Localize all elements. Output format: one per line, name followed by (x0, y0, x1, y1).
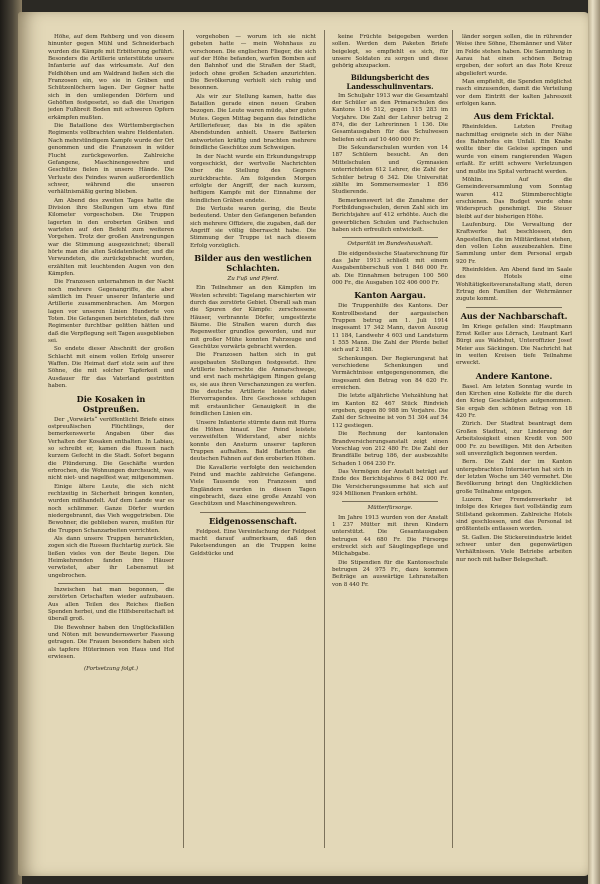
paragraph: Schenkungen. Der Regierungsrat hat verschiedene Schenkungen und Vermächtnisse entgegengenommen, die insgesamt den Betrag von 84 620 Fr. erreichen. (332, 355, 448, 392)
subheading: Mütterfürsorge. (367, 505, 413, 512)
paragraph: Im Schuljahr 1913 war die Gesamtzahl der Schüler an den Primarschulen des Kantons 116 512, gegen 115 283 im Vorjahre. Die Zahl der Lehrer betrug 2 874, die der Lehrerinnen 1 136. Die Gesamtausgaben für das Schulwesen beliefen sich auf 10 460 000 Fr. (332, 92, 448, 143)
paragraph: Die Rechnung der kantonalen Brandversicherungsanstalt zeigt einen Vorschlag von 212 480 Fr. Die Zahl der Brandfälle betrug 186, der ausbezahlte Schaden 1 064 230 Fr. (332, 431, 448, 467)
subheading: Ostparität im Bundeshaushalt. (347, 241, 433, 248)
paragraph: Zürich. Der Stadtrat beantragt dem Großen Stadtrat, zur Linderung der Arbeitslosigkeit einen Kredit von 500 000 Fr. zu bewilligen. Mit den Arbeiten soll unverzüglich begonnen werden. (456, 421, 572, 457)
paragraph: Die eidgenössische Staatsrechnung für das Jahr 1913 schließt mit einem Ausgabenüberschuß von 1 846 000 Fr. ab. Die Einnahmen betrugen 100 560 000 Fr., die Ausgaben 102 406 000 Fr. (332, 250, 448, 286)
paragraph: Basel. Am letzten Sonntag wurde in den Kirchen eine Kollekte für die durch den Krieg Geschädigten aufgenommen. Sie ergab den schönen Betrag von 18 420 Fr. (456, 383, 572, 420)
paragraph: St. Gallen. Die Stickereiindustrie leidet schwer unter den gegenwärtigen Verhältnissen. Viele Betriebe arbeiten nur noch mit halber Belegschaft. (456, 534, 572, 563)
paragraph: Höhe, auf dem Rehberg und von diesem hinunter gegen Mühl und Schneiderbach wurden die Kämpfe mit Erbitterung geführt. Besonders die Artillerie unterstützte unsere Infanterie auf das wirksamste. Auf den Feldhöhen und am Waldrand ließen sich die Franzosen ein, wo sie in Gräben und Schützenlöchern lagen. Der Gegner hatte sich in den umliegenden Dörfern und Gehöften festgesetzt, so daß die Unsrigen jeden Fußbreit Boden mit schweren Opfern erkämpfen mußten. (48, 34, 174, 121)
column-rule (452, 30, 453, 848)
section-divider (466, 307, 562, 308)
paragraph: Die Verluste waren gering, die Beute bedeutend. Unter den Gefangenen befanden sich mehrere Offiziere, die zugaben, daß der Angriff sie völlig überrascht habe. Die Stimmung der Truppe ist nach diesem Erfolg vorzüglich. (190, 205, 316, 249)
paragraph: Unsere Infanterie stürmte dann mit Hurra die Höhen hinauf. Der Feind leistete verzweifelten Widerstand, aber nichts konnte den Ansturm unserer tapferen Truppen aufhalten. Bald flatterten die deutschen Fahnen auf den eroberten Höhen. (190, 419, 316, 463)
paragraph: Bemerkenswert ist die Zunahme der Fortbildungsschulen, deren Zahl sich im Berichtsjahre auf 412 erhöhte. Auch die gewerblichen Schulen und Fachschulen haben sich erfreulich entwickelt. (332, 197, 448, 233)
column-rule (183, 30, 184, 848)
section-heading: Aus dem Fricktal. (473, 111, 555, 122)
section-heading: Die Kosaken in Ostpreußen. (76, 393, 146, 414)
paragraph: Einige ältere Leute, die sich nicht rechtzeitig in Sicherheit bringen konnten, wurden mißhandelt. Auf dem Lande war es noch schlimmer. Ganze Dörfer wurden niedergebrannt, das Vieh weggetrieben. Die Bewohner, die geblieben waren, mußten für die Truppen Schanzarbeiten verrichten. (48, 483, 174, 534)
paragraph: Die Franzosen hatten sich in gut ausgebauten Stellungen festgesetzt. Ihre Artillerie beherrschte die Anmarschwege, und erst nach mehrtägigem Ringen gelang es, sie aus ihren Verschanzungen zu werfen. Die deutsche Artillerie leistete dabei Hervorragendes. Ihre Geschosse schlugen mit erstaunlicher Genauigkeit in die feindlichen Linien ein. (190, 352, 316, 418)
column-rule (324, 30, 325, 848)
paragraph: keine Früchte beigegeben werden sollen. Werden dem Paketen Briefe beigelegt, so empfiehlt es sich, für unsere Soldaten zu sorgen und diese gehörig abzupacken. (332, 34, 448, 70)
paragraph: Feldpost. Eine Vereinfachung der Feldpost macht darauf aufmerksam, daß den Paketsendungen an die Truppen keine Geldstücke und (190, 528, 316, 557)
paragraph: Die Bewohner haben den Unglücksfällen und Nöten mit bewundernswerter Fassung getragen. Die Frauen besonders haben sich als tapfere Hüterinnen von Haus und Hof erwiesen. (48, 624, 174, 661)
paragraph: vorgehoben — worum ich sie nicht gebeten hatte — mein Wohnhaus zu verschonen. Die englischen Flieger, die sich auf der Höhe befanden, warfen Bomben auf den Bahnhof und die Straßen der Stadt, jedoch ohne großen Schaden anzurichten. Die Bevölkerung verhielt sich ruhig und besonnen. (190, 34, 316, 92)
article-column-2 (190, 34, 316, 848)
paragraph: Inzwischen hat man begonnen, die zerstörten Ortschaften wieder aufzubauen. Aus allen Teilen des Reiches fließen Spenden herbei, und die Hilfsbereitschaft ist überall groß. (48, 587, 174, 623)
paragraph: Als wir zur Stellung kamen, hatte das Bataillon gerade einen neuen Graben bezogen. Die Leute waren müde, aber guten Mutes. Gegen Mittag begann das feindliche Artilleriefeuer, das bis in die späten Abendstunden anhielt. Unsere Batterien antworteten kräftig und brachten mehrere feindliche Geschütze zum Schweigen. (190, 93, 316, 152)
paragraph: Möhlin. Auf die Gemeindeversammlung vom Sonntag waren 412 Stimmberechtigte erschienen. Das Budget wurde ohne Widerspruch genehmigt. Die Steuer bleibt auf der bisherigen Höhe. (456, 176, 572, 220)
section-divider (342, 501, 438, 502)
article-column-1 (48, 34, 174, 848)
paragraph: Die letzte alljährliche Viehzählung hat im Kanton 82 467 Stück Rindvieh ergeben, gegen 80 988 im Vorjahre. Die Zahl der Schweine ist von 51 304 auf 54 112 gestiegen. (332, 393, 448, 429)
paragraph: Ein Teilnehmer an den Kämpfen im Westen schreibt: Tagelang marschierten wir durch das zerstörte Gebiet. Überall sah man die Spuren der Kämpfe: zerschossene Häuser, verbrannte Dörfer, umgestürzte Bäume. Die Straßen waren durch das Regenwetter grundlos geworden, und nur mit großer Mühe konnten Fahrzeuge und Geschütze vorwärts gebracht werden. (190, 285, 316, 351)
page-stack-edge (588, 0, 600, 884)
paragraph: Luzern. Der Fremdenverkehr ist infolge des Krieges fast vollständig zum Stillstand gekommen. Zahlreiche Hotels sind geschlossen, und das Personal ist größtenteils entlassen worden. (456, 496, 572, 533)
paragraph: Rheinfelden. Letzten Freitag nachmittag ereignete sich in der Nähe des Bahnhofes ein Unfall. Ein Knabe wollte über die Geleise springen und wurde von einem rangierenden Wagen erfaßt. Er erlitt schwere Verletzungen und mußte ins Spital verbracht werden. (456, 124, 572, 175)
paragraph: In der Nacht wurde ein Erkundungstrupp vorgeschickt, der wertvolle Nachrichten über die Stellung des Gegners zurückbrachte. Am folgenden Morgen erfolgte der Angriff, der nach kurzem, heftigem Kampfe mit der Einnahme der feindlichen Gräben endete. (190, 153, 316, 204)
section-heading: Andere Kantone. (475, 370, 553, 381)
paragraph: Im Kriege gefallen sind: Hauptmann Ernst Keller aus Lörrach, Leutnant Karl Bürgi aus Waldshut, Unteroffizier Josef Meier aus Säckingen. Die Nachricht hat in weiten Kreisen tiefe Teilnahme erweckt. (456, 323, 572, 367)
subsection-heading: Bildungsbericht des Landesschulinventars. (346, 72, 434, 91)
section-divider (342, 237, 438, 238)
paragraph: Bern. Die Zahl der im Kanton untergebrachten Internierten hat sich in der letzten Woche um 340 vermehrt. Die Bevölkerung bringt den Unglücklichen große Teilnahme entgegen. (456, 459, 572, 495)
paragraph: So endete dieser Abschnitt der großen Schlacht mit einem vollen Erfolg unserer Waffen. Die Heimat darf stolz sein auf ihre Söhne, die mit solcher Tapferkeit und Ausdauer für das Vaterland gestritten haben. (48, 346, 174, 390)
paragraph: Am Abend des zweiten Tages hatte die Division ihre Stellungen um etwa fünf Kilometer vorgeschoben. Die Truppen lagerten in den eroberten Gräben und warteten auf den Befehl zum weiteren Vorgehen. Trotz der großen Anstrengungen war die Stimmung ausgezeichnet; überall hörte man die alten Soldatenlieder, und die Verwundeten, die zurückgebracht wurden, erzählten mit leuchtenden Augen von den Kämpfen. (48, 197, 174, 277)
section-heading: Aus der Nachbarschaft. (460, 310, 568, 321)
paragraph: Die Kavallerie verfolgte den weichenden Feind und machte zahlreiche Gefangene. Viele Tausende von Franzosen und Engländern wurden in diesen Tagen eingebracht, dazu eine große Anzahl von Geschützen und Maschinengewehren. (190, 464, 316, 508)
paragraph: Im Jahre 1913 wurden von der Anstalt 1 237 Mütter mit ihren Kindern unterstützt. Die Gesamtausgaben betrugen 44 680 Fr. Die Fürsorge erstreckt sich auf Säuglingspflege und Milchabgabe. (332, 514, 448, 558)
section-heading: Kanton Aargau. (354, 290, 426, 301)
paragraph: Die Sekundarschulen wurden von 14 187 Schülern besucht. An den Mittelschulen und Gymnasien unterrichteten 612 Lehrer, die Zahl der Schüler betrug 6 342. Die Universität zählte im Sommersemester 1 856 Studierende. (332, 145, 448, 196)
article-column-3 (332, 34, 448, 848)
section-divider (58, 583, 164, 584)
paragraph: Die Franzosen unternahmen in der Nacht noch mehrere Gegenangriffe, die aber sämtlich im Feuer unserer Infanterie und Artillerie zusammenbrachen. Am Morgen lagen vor unseren Linien Hunderte von Toten. Die Gefangenen berichteten, daß ihre Regimenter furchtbar gelitten hätten und daß die Verpflegung seit Tagen ausgeblieben sei. (48, 279, 174, 345)
paragraph: Der „Vorwärts“ veröffentlicht Briefe eines ostpreußischen Flüchtlings, der bemerkenswerte Angaben über das Verhalten der Kosaken enthalten. In Labiau, so schreibt er, kamen die Russen nach kurzem Gefecht in die Stadt. Sofort begann die Plünderung. Die Geschäfte wurden erbrochen, die Wohnungen durchsucht, was nicht niet- und nagelfest war, mitgenommen. (48, 416, 174, 482)
section-heading: Eidgenossenschaft. (209, 515, 297, 526)
paragraph: länder sorgen sollen, die in rührender Weise ihre Söhne, Ehemänner und Väter im Felde stehen haben. Die Sammlung in Aarau hat einen schönen Betrag ergeben, der sofort an das Rote Kreuz abgeliefert wurde. (456, 34, 572, 77)
continuation-note: (Fortsetzung folgt.) (83, 665, 138, 672)
paragraph: Man empfiehlt, die Spenden möglichst rasch einzusenden, damit die Verteilung vor dem Eintritt der kalten Jahreszeit erfolgen kann. (456, 79, 572, 108)
paragraph: Rheinfelden. Am Abend fand im Saale des Hotels eine Wohltätigkeitsveranstaltung statt, deren Ertrag den Familien der Wehrmänner zugute kommt. (456, 266, 572, 303)
subheading: Zu Fuß und Pferd. (227, 275, 279, 282)
section-divider (200, 512, 306, 513)
section-heading: Bilder aus den westlichen Schlachten. (194, 252, 312, 273)
paragraph: Die Truppenhilfe des Kantons. Der Kontrollbestand der aargauischen Truppen betrug am 1. Juli 1914 insgesamt 17 342 Mann, davon Auszug 11 184, Landwehr 4 603 und Landsturm 1 555 Mann. Die Zahl der Pferde belief sich auf 2 188. (332, 303, 448, 354)
paragraph: Die Stipendien für die Kantonsschule betrugen 24 975 Fr., dazu kommen Beiträge an auswärtige Lehranstalten von 8 440 Fr. (332, 559, 448, 588)
paragraph: Als dann unsere Truppen heranrückten, zogen sich die Russen fluchtartig zurück. Sie ließen vieles von der Beute liegen. Die Heimkehrenden fanden ihre Häuser verwüstet, aber ihr Lebensmut ist ungebrochen. (48, 536, 174, 579)
paragraph: Das Vermögen der Anstalt beträgt auf Ende des Berichtsjahres 6 842 000 Fr. Die Versicherungssumme hat sich auf 924 Millionen Franken erhöht. (332, 468, 448, 497)
paragraph: Laufenburg. Die Verwaltung der Kraftwerke hat beschlossen, den Angestellten, die im Militärdienst stehen, den vollen Lohn auszubezahlen. Eine Sammlung unter dem Personal ergab 920 Fr. (456, 221, 572, 265)
paragraph: Die Bataillone des Württembergischen Regiments vollbrachten wahre Heldentaten. Nach mehrstündigem Kampfe wurde der Ort genommen und die Franzosen in wilder Flucht zurückgeworfen. Zahlreiche Gefangene, Maschinengewehre und Geschütze fielen in unsere Hände. Die Verluste des Feindes waren außerordentlich schwer, während die unseren verhältnismäßig gering blieben. (48, 123, 174, 196)
article-column-4 (456, 34, 572, 848)
